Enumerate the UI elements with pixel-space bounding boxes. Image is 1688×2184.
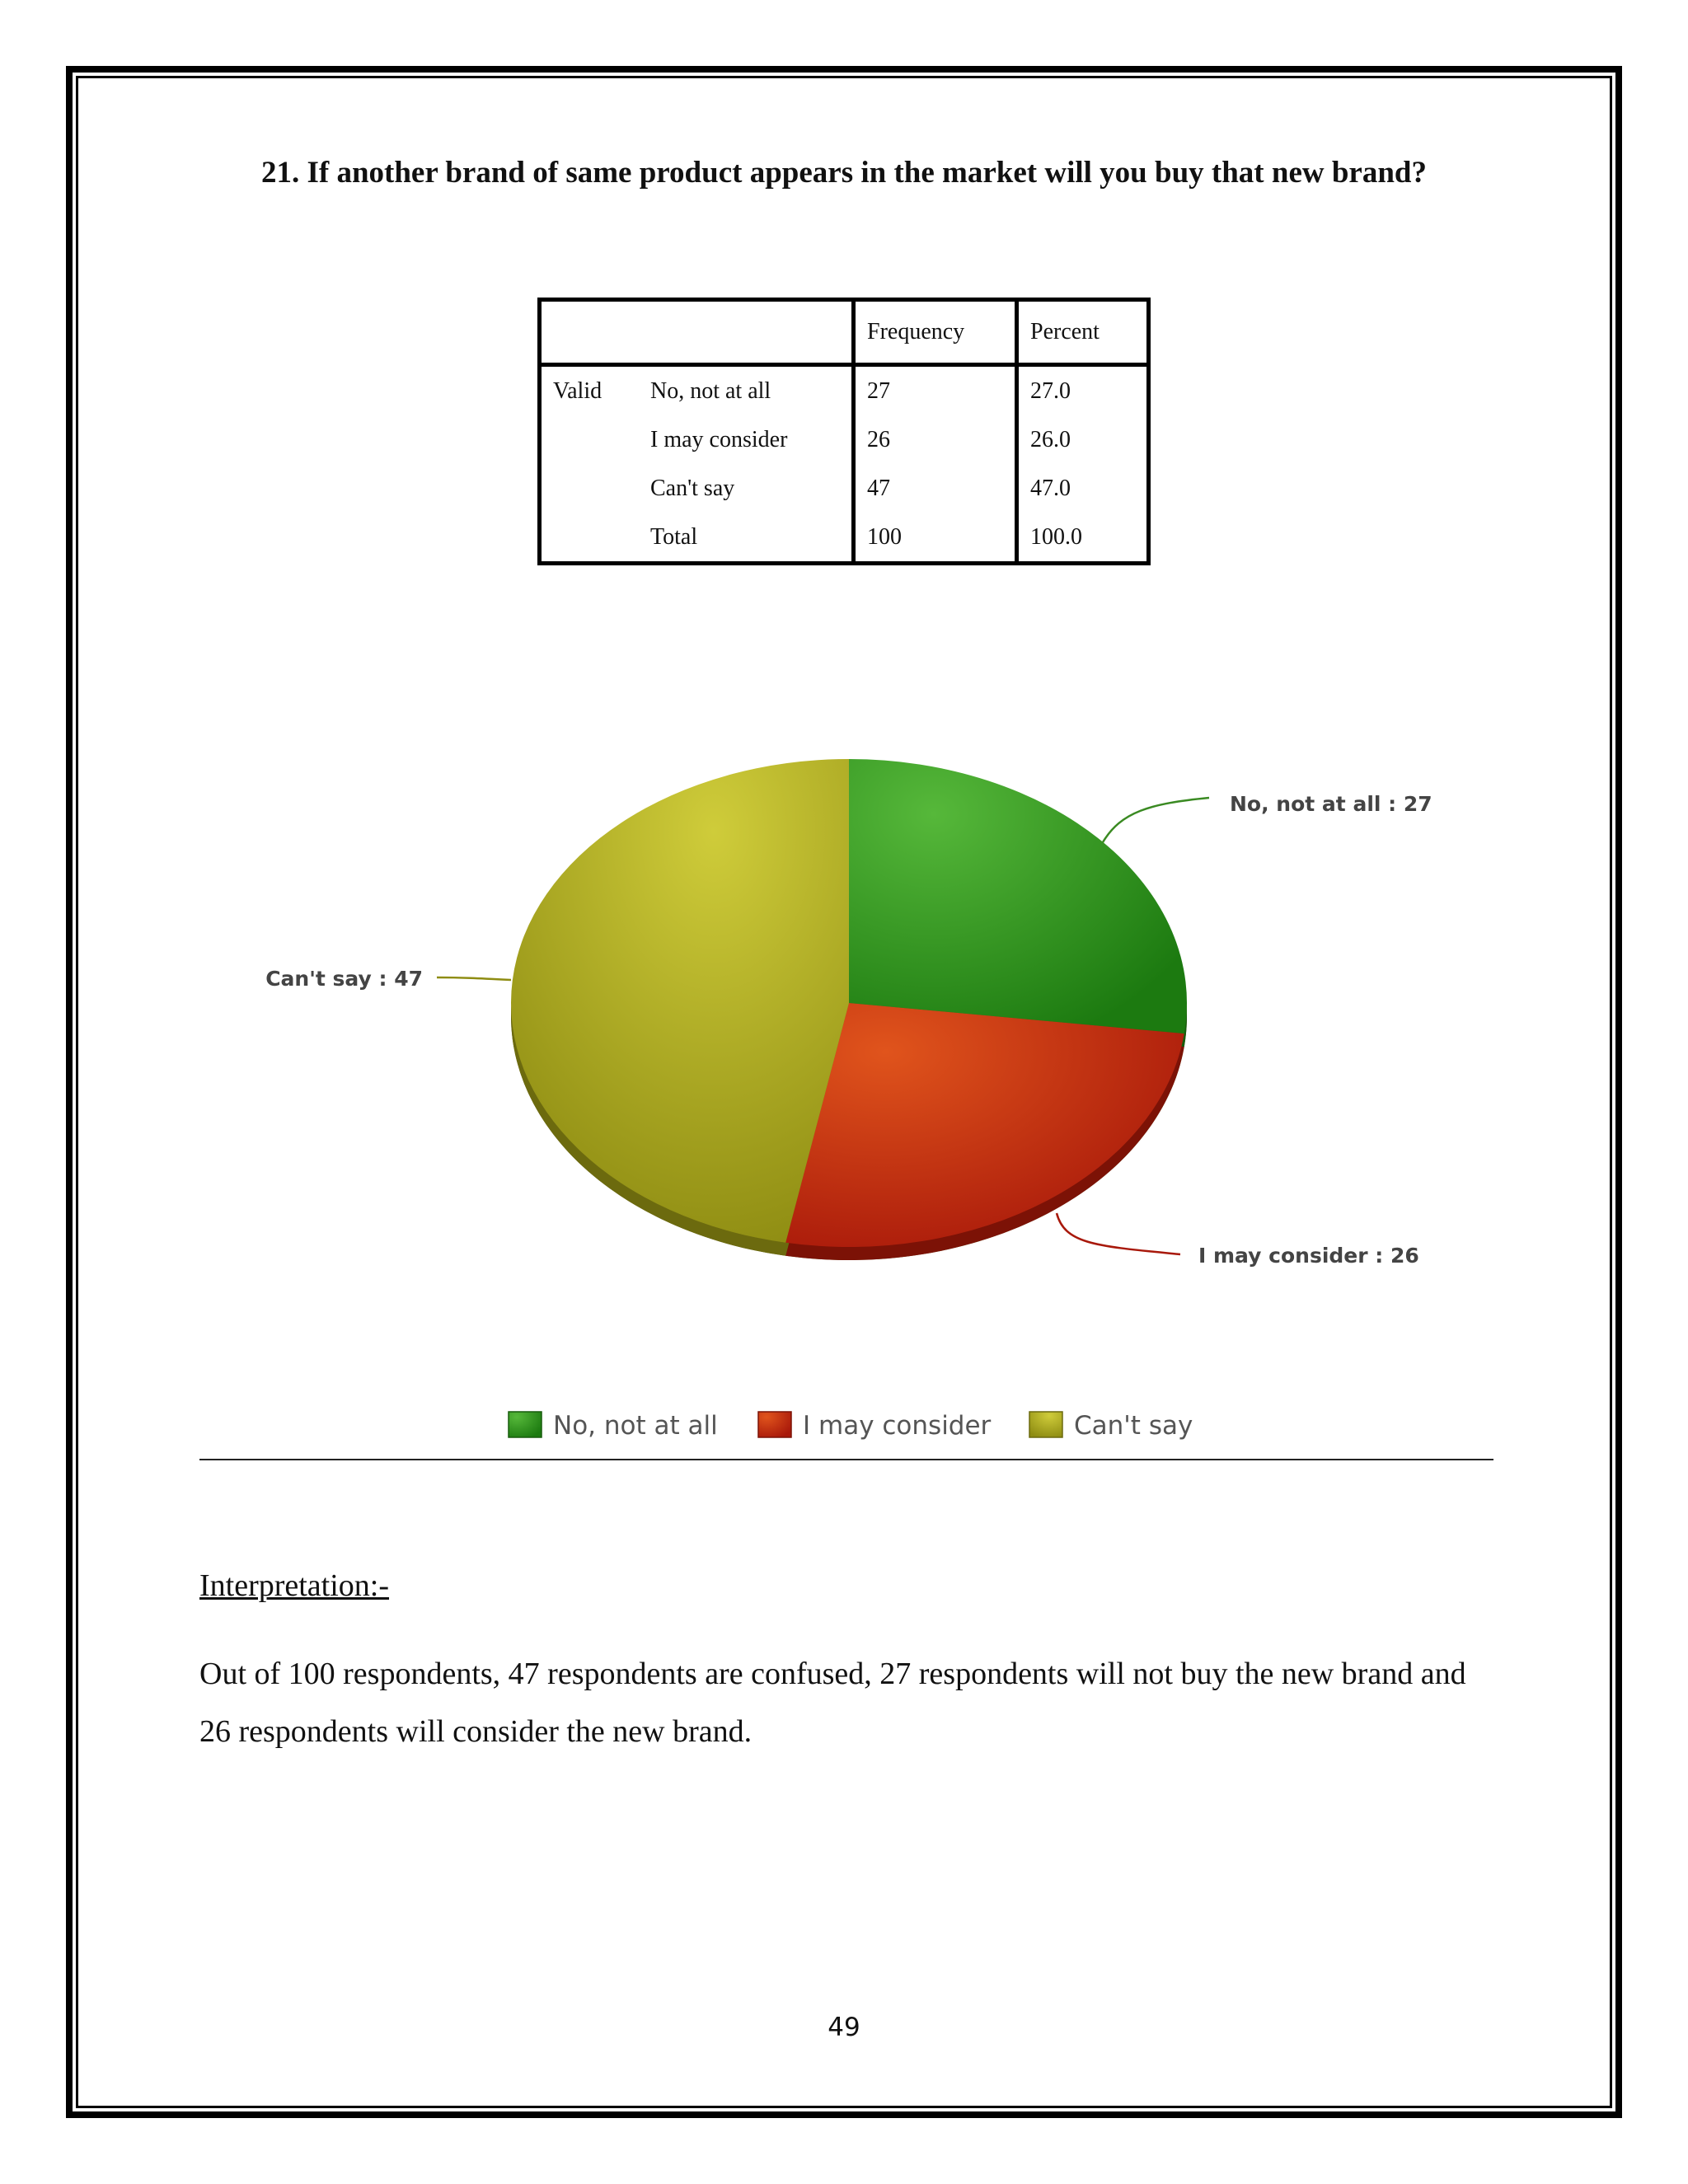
row-frequency: 27 (854, 365, 1017, 416)
pie-data-label: I may consider : 26 (1198, 1244, 1419, 1268)
header-cell-frequency: Frequency (854, 300, 1017, 365)
row-frequency: 26 (854, 415, 1017, 464)
header-cell-percent: Percent (1017, 300, 1149, 365)
slice-cant-say (511, 759, 849, 1243)
legend-swatch (1029, 1412, 1062, 1437)
legend-swatch (758, 1412, 791, 1437)
legend-label: I may consider (803, 1411, 992, 1441)
page-number: 49 (828, 2013, 860, 2042)
pie-data-label: No, not at all : 27 (1230, 792, 1432, 816)
interpretation-text: Out of 100 respondents, 47 respondents are confused, 27 respondents will not buy the new brand and 26 respondents will consider the new brand. (199, 1657, 1466, 1749)
row-frequency: 100 (854, 513, 1017, 564)
row-label: No, not at all (639, 365, 854, 416)
legend-label: Can't say (1074, 1411, 1193, 1441)
row-label: Total (639, 513, 854, 564)
pie-data-label: Can't say : 47 (265, 967, 423, 991)
callout-leader-line (1103, 798, 1209, 842)
row-percent: 26.0 (1030, 426, 1071, 452)
callout-leader-line (1057, 1213, 1180, 1254)
row-percent: 47.0 (1030, 475, 1071, 501)
chart-legend (509, 1411, 1193, 1441)
horizontal-divider (199, 1459, 1493, 1460)
legend-swatch (509, 1412, 542, 1437)
slice-no-not-at-all (849, 759, 1187, 1033)
row-frequency: 47 (854, 464, 1017, 513)
row-label: Can't say (639, 464, 854, 513)
interpretation-heading: Interpretation:- (199, 1568, 390, 1603)
question-heading: 21. If another brand of same product appears in the market will you buy that new brand? (260, 156, 1427, 190)
row-group: Valid (553, 377, 603, 404)
pie-slices (511, 759, 1187, 1247)
row-percent: 27.0 (1030, 377, 1071, 404)
row-label: I may consider (639, 415, 854, 464)
callout-leader-line (437, 977, 511, 980)
slice-i-may-consider (785, 1003, 1184, 1247)
row-percent: 100.0 (1030, 523, 1082, 550)
legend-label: No, not at all (553, 1411, 718, 1441)
